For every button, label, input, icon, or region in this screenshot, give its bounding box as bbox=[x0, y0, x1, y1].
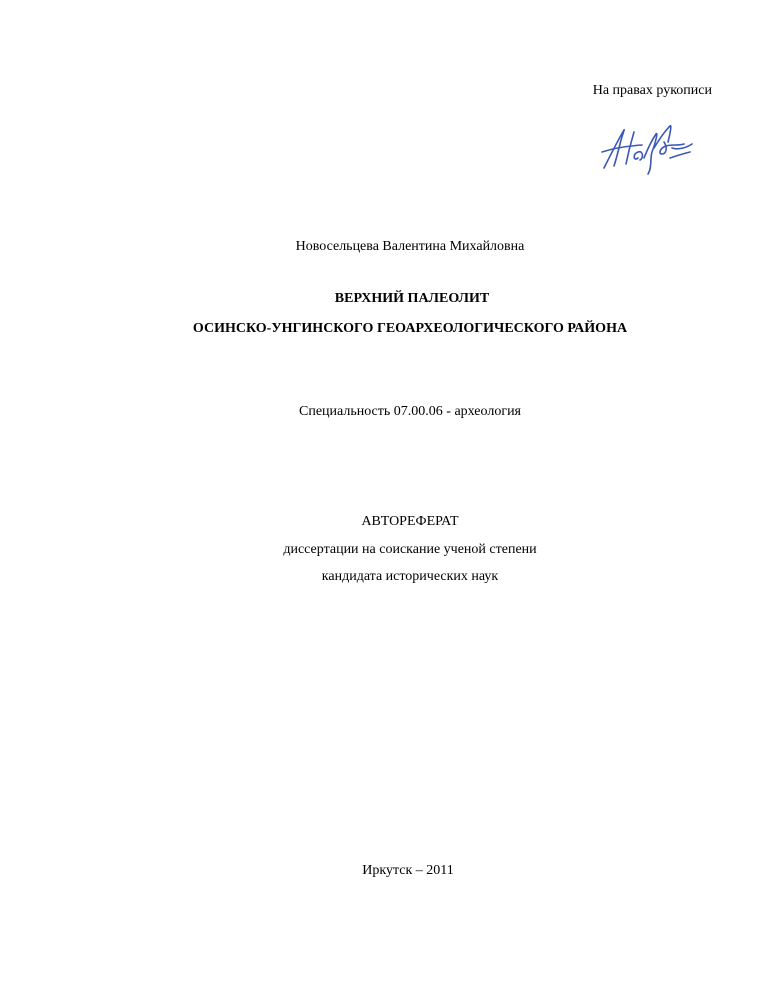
dissertation-line-2: кандидата исторических наук bbox=[321, 569, 499, 584]
title-line-2: ОСИНСКО-УНГИНСКОГО ГЕОАРХЕОЛОГИЧЕСКОГО РАЙОНА bbox=[192, 321, 628, 336]
title-line-1: ВЕРХНИЙ ПАЛЕОЛИТ bbox=[334, 291, 490, 306]
place-and-year: Иркутск – 2011 bbox=[362, 863, 454, 878]
author-name: Новосельцева Валентина Михайловна bbox=[295, 239, 525, 254]
dissertation-line-1: диссертации на соискание ученой степени bbox=[283, 542, 537, 557]
document-type-label: АВТОРЕФЕРАТ bbox=[361, 514, 459, 529]
specialty-line: Специальность 07.00.06 - археология bbox=[298, 404, 521, 419]
manuscript-rights-note: На правах рукописи bbox=[592, 83, 712, 98]
handwritten-signature-icon bbox=[598, 118, 698, 176]
